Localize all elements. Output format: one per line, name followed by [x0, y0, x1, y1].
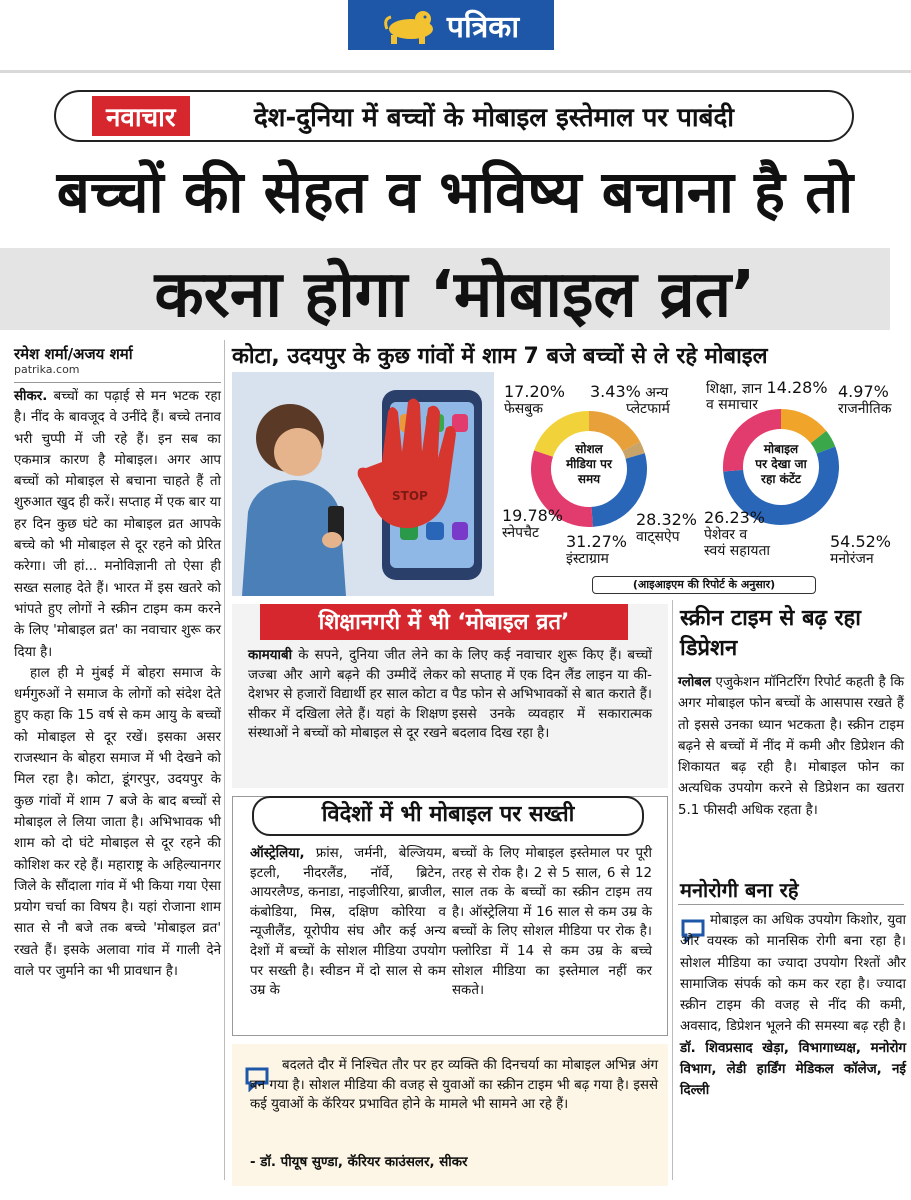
- headline-line-1: बच्चों की सेहत व भविष्य बचाना है तो: [56, 158, 854, 226]
- shikshanagari-title: शिक्षानगरी में भी ‘मोबाइल व्रत’: [318, 610, 570, 635]
- illustration-svg: [232, 372, 494, 596]
- left-article: [14, 386, 221, 982]
- donut1-pct-other: 3.43%: [590, 382, 641, 401]
- quote-text: बदलते दौर में निश्चित तौर पर हर व्यक्ति की दिनचर्या का मोबाइल अभिन्न अंग बन गया है। सोशल मीडिया की वजह से युवाओं का स्क्रीन टाइम भी बढ़ गया है। इससे कई युवाओं के कॅरियर प्रभावित होने के मामले भी सामने आ रहे हैं।: [250, 1058, 658, 1113]
- donut2-label-professional: [704, 510, 770, 559]
- psych-divider: [678, 904, 904, 905]
- donut1-label-facebook: [504, 384, 565, 417]
- shikshanagari-col-2: के लिए कई नवाचार शुरू किए हैं। बच्चों को सप्ताह में एक दिन लैंड लाइन या की-पैड फोन से अभिभावकों से बात कराते हैं। इससे उनके व्यवहार में सकारात्मक बदलाव दिख रहा है।: [452, 648, 652, 742]
- byline-site: patrika.com: [14, 363, 80, 376]
- donut1-center-line-1: सोशल: [575, 442, 603, 456]
- brand-name: पत्रिका: [446, 9, 520, 45]
- column-divider-left: [224, 340, 225, 1180]
- donut2-name-education: शिक्षा, ज्ञान: [706, 381, 763, 397]
- abroad-col-1: [250, 844, 446, 1001]
- donut2-name-entertainment: मनोरंजन: [830, 551, 874, 567]
- donut1-center-line-2: मीडिया पर: [566, 457, 612, 471]
- donut2-center-line-2: पर देखा जा: [755, 457, 807, 471]
- kicker-banner: [54, 90, 854, 142]
- donut2-pct-education: 14.28%: [766, 378, 828, 397]
- shikshanagari-col-1-text: के सपने, दुनिया जीत लेने का जज्बा और आगे बढ़ने की उम्मीदें लेकर देशभर से हजारों विद्यार्थी हर साल कोटा व सीकर में दखिला लेते हैं। यहां के शिक्षण संस्थाओं ने बच्चों को मोबाइल से दूर रखने: [248, 648, 448, 742]
- donut1-label-instagram: [566, 534, 627, 567]
- donut2-center-line-1: मोबाइल: [763, 442, 799, 456]
- kicker-tag: नवाचार: [92, 96, 190, 136]
- abroad-title: विदेशों में भी मोबाइल पर सख्ती: [252, 796, 644, 836]
- donut2-pct-professional: 26.23%: [704, 508, 766, 527]
- screen-time-title: स्क्रीन टाइम से बढ़ रहा डिप्रेशन: [680, 606, 861, 661]
- donut1-center: [550, 442, 628, 487]
- donut2-label-education: [706, 380, 828, 413]
- donut1-label-whatsapp: [636, 512, 697, 545]
- donut1-pct-snapchat: 19.78%: [502, 506, 564, 525]
- screen-time-body: एजुकेशन मॉनिटरिंग रिपोर्ट कहती है कि अगर मोबाइल फोन बच्चों के आसपास रखते हैं तो इससे उनका ध्यान भटकता है। स्क्रीन टाइम बढ़ने से बच्चों में नींद में कमी और डिप्रेशन की शिकायत बढ़ रही है। मोबाइल फोन का अत्यधिक उपयोग करने से डिप्रेशन का खतरा 5.1 फीसदी अधिक रहता है।: [678, 675, 904, 818]
- donut2-name-professional: पेशेवर व: [704, 527, 748, 543]
- donut1-name-other-2: प्लेटफार्म: [626, 401, 670, 417]
- illustration-child-phone: [232, 372, 494, 596]
- donut2-name-professional-2: स्वयं सहायता: [704, 543, 771, 559]
- donut2-name-political: राजनीतिक: [838, 401, 892, 417]
- infographic-donuts: [500, 372, 900, 596]
- brand-logo[interactable]: [348, 0, 554, 50]
- column-divider-right: [672, 600, 673, 1180]
- donut1-name-facebook: फेसबुक: [504, 401, 544, 417]
- shikshanagari-lead: कामयाबी: [248, 648, 293, 663]
- stop-sign-text: STOP: [392, 489, 428, 503]
- donut1-pct-instagram: 31.27%: [566, 532, 628, 551]
- screen-time-text: [678, 672, 904, 821]
- headline-line-2: करना होगा ‘मोबाइल व्रत’: [154, 258, 756, 332]
- lion-emblem-icon: [383, 5, 439, 45]
- donut1-pct-whatsapp: 28.32%: [636, 510, 698, 529]
- abroad-lead: ऑस्ट्रेलिया,: [250, 846, 305, 861]
- donut2-center: [740, 442, 822, 487]
- report-source-note: (आइआइएम की रिपोर्ट के अनुसार): [592, 576, 816, 594]
- masthead-divider: [0, 70, 911, 73]
- donut2-center-line-3: रहा कंटेंट: [761, 472, 801, 486]
- left-paragraph-1: बच्चों का पढ़ाई से मन भटक रहा है। नींद के बावजूद वे उनींदे हैं। बच्चे तनाव भरी चुप्पी में जी रहे हैं। इन सब का एकमात्र कारण है मोबाइल। अगर आप बच्चों को मोबाइल से बचाना चाहते हैं तो शुरुआत खुद ही करें। सप्ताह में एक बार या हर दिन कुछ घंटे का मोबाइल व्रत आपके बच्चे को भी मोबाइल से दूर रहने को प्रेरित करेगा। जी हां... मनोविज्ञानी तो ऐसा ही सख्त सलाह देते हैं। भारत में इस खतरे को भांपते हुए लोगों ने स्क्रीन टाइम कम करने के लिए 'मोबाइल व्रत' का नवाचार शुरू कर दिया है।: [14, 389, 221, 660]
- psych-body: मोबाइल का अधिक उपयोग किशोर, युवा और वयस्क को मानसिक रोगी बना रहा है। सोशल मीडिया का ज्यादा उपयोग रिश्तों और सामाजिक संपर्क को कम कर रहा है। ज्यादा स्क्रीन टाइम की वजह से नींद की कमी, अवसाद, डिप्रेशन भूलने की समस्या बढ़ रही है।: [680, 913, 906, 1035]
- psych-title: मनोरोगी बना रहे: [680, 878, 799, 902]
- donut2-label-entertainment: [830, 534, 891, 567]
- donut2-label-political: [838, 384, 892, 417]
- donut1-label-other: [590, 384, 670, 417]
- donut1-label-snapchat: [502, 508, 563, 541]
- donut1-name-other: अन्य: [645, 385, 669, 401]
- donut2-pct-entertainment: 54.52%: [830, 532, 892, 551]
- left-paragraph-2: हाल ही मे मुंबई में बोहरा समाज के धर्मगुरुओं ने समाज के लोगों को संदेश देते हुए कहा कि 15 वर्ष से कम आयु के बच्चों को मोबाइल से दूर रखें। इसका असर राजस्थान के बोहरा समाज में भी देखने को मिल रहा है। कोटा, डूंगरपुर, उदयपुर के कुछ गांवों में शाम 7 बजे के बाद बच्चों से मोबाइल ले लिया जाता है। अभिभावक भी शाम को दो घंटे मोबाइल से दूर रहने की कोशिश कर रहे हैं। महाराष्ट्र के अहिल्यानगर जिले के सौंदाला गांव में भी किया गया ऐसा प्रयोग चर्चा का विषय है। यहां रोजाना शाम सात से नौ बजे तक बच्चे 'मोबाइल व्रत' रखते हैं। इसके अलावा गांव में गाली देने वाले पर जुर्माने का भी प्रावधान है।: [14, 665, 221, 980]
- byline-divider: [14, 382, 221, 383]
- donut2-name-education-2: व समाचार: [706, 397, 758, 413]
- donut1-pct-facebook: 17.20%: [504, 382, 566, 401]
- kicker-text: देश-दुनिया में बच्चों के मोबाइल इस्तेमाल पर पाबंदी: [254, 103, 734, 133]
- screen-time-lead: ग्लोबल: [678, 675, 712, 690]
- donut1-name-instagram: इंस्टाग्राम: [566, 551, 609, 567]
- byline: रमेश शर्मा/अजय शर्मा: [14, 345, 133, 363]
- donut1-center-line-3: समय: [577, 472, 601, 486]
- donut2-pct-political: 4.97%: [838, 382, 889, 401]
- abroad-col-1-text: फ्रांस, जर्मनी, बेल्जियम, इटली, नीदरलैंड, नॉर्वे, ब्रिटेन, आयरलैण्ड, कनाडा, नाइजीरिया, ब्राजील, कंबोडिया, मिस्र, दक्षिण कोरिया व न्यूजीलैंड, यूरोपीय संघ और कई अन्य देशों में बच्चों के सोशल मीडिया उपयोग पर सख्ती है। स्वीडन में दो साल से कम उम्र के: [250, 846, 446, 999]
- quote-attribution: - डॉ. पीयूष सुण्डा, कॅरियर काउंसलर, सीकर: [250, 1155, 468, 1170]
- abroad-col-2: बच्चों के लिए मोबाइल इस्तेमाल पर पूरी तरह से रोक है। 2 से 5 साल, 6 से 12 साल तक के बच्चों का स्क्रीन टाइम तय है। ऑस्ट्रेलिया में 16 साल से कम उम्र के बच्चों के लिए सोशल मीडिया पर रोक है। फ्लोरिडा में 14 से कम उम्र के बच्चे सोशल मीडिया का इस्तेमाल नहीं कर सकते।: [452, 846, 652, 999]
- donut1-slice-2: [631, 446, 635, 456]
- dateline: सीकर.: [14, 389, 48, 404]
- psych-attribution: डॉ. शिवप्रसाद खेड़ा, विभागाध्यक्ष, मनोरोग विभाग, लेडी हार्डिंग मेडिकल कॉलेज, नई दिल्ली: [680, 1040, 906, 1099]
- shikshanagari-col-1: [248, 646, 448, 744]
- psych-text: [680, 910, 906, 1102]
- masthead: [0, 0, 911, 66]
- infographic-title: कोटा, उदयपुर के कुछ गांवों में शाम 7 बजे बच्चों से ले रहे मोबाइल: [232, 344, 768, 369]
- donut1-name-snapchat: स्नेपचैट: [502, 525, 540, 541]
- donut1-name-whatsapp: वाट्सऐप: [636, 529, 680, 545]
